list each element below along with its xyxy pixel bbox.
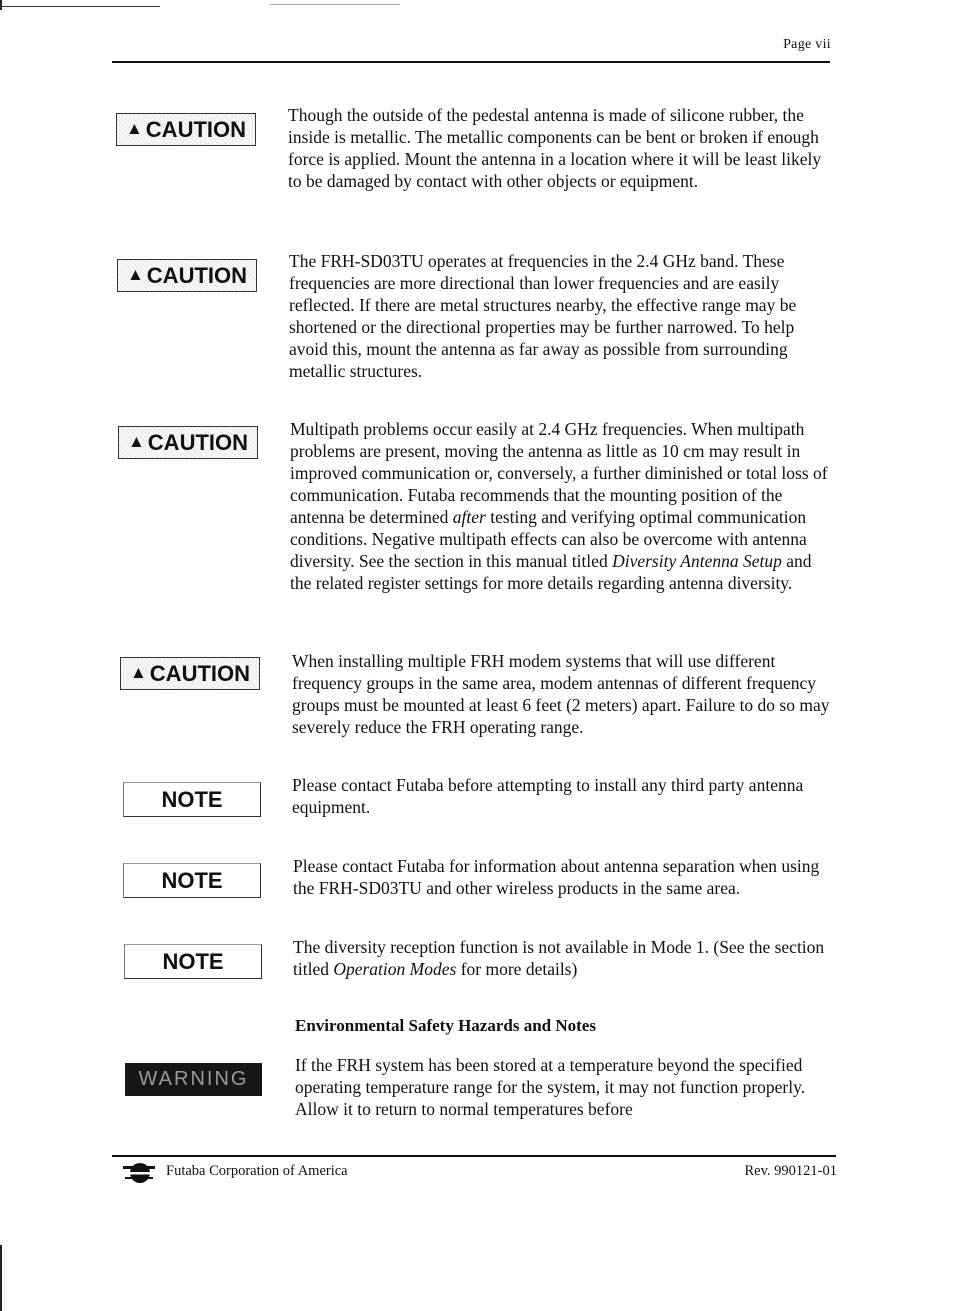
footer-rule bbox=[112, 1155, 836, 1157]
warning-text: If the FRH system has been stored at a temperature beyond the specified operating temperature range for the system, it may not function properly. Allow it to return to normal temperatures before bbox=[295, 1055, 806, 1119]
caution-badge: ▲ CAUTION bbox=[117, 259, 257, 292]
note-text: Please contact Futaba for information about antenna separation when using the FRH-SD03TU and other wireless products in the same area. bbox=[293, 856, 820, 898]
scan-artifact bbox=[0, 6, 160, 7]
warning-triangle-icon: ▲ bbox=[129, 662, 147, 682]
footer-revision: Rev. 990121-01 bbox=[744, 1163, 837, 1179]
caution-badge: ▲ CAUTION bbox=[120, 657, 260, 690]
caution-text: Though the outside of the pedestal antenna is made of silicone rubber, the inside is metallic. The metallic components can be bent or broken if enough force is applied. Mount the antenna in a location where it will be least likely to be damaged by contact with other objects or equipment. bbox=[288, 105, 822, 191]
scan-artifact bbox=[0, 0, 2, 10]
futaba-logo-icon bbox=[121, 1160, 157, 1186]
warning-badge: WARNING bbox=[125, 1063, 262, 1096]
warning-triangle-icon: ▲ bbox=[126, 264, 144, 284]
caution-text: Multipath problems occur easily at 2.4 GHz frequencies. When multipath problems are present, moving the antenna as little as 10 cm may result in improved communication or, conversely, a further diminished or total loss of communication. Futaba recommends that the mounting position of the antenna be determined after testing and verifying optimal communication conditions. Negative multipath effects can also be overcome with antenna diversity. See the section in this manual titled Diversity Antenna Setup and the related register settings for more details regarding antenna diversity. bbox=[290, 419, 828, 593]
caution-text: The FRH-SD03TU operates at frequencies in the 2.4 GHz band. These frequencies are more directional than lower frequencies and are easily reflected. If there are metal structures nearby, the effective range may be shortened or the directional properties may be further narrowed. To help avoid this, mount the antenna as far away as possible from surrounding metallic structures. bbox=[289, 251, 797, 381]
note-badge: NOTE bbox=[123, 782, 261, 817]
caution-badge: ▲ CAUTION bbox=[116, 113, 256, 146]
warning-triangle-icon: ▲ bbox=[127, 431, 145, 451]
scan-artifact bbox=[270, 4, 400, 5]
caution-badge: ▲ CAUTION bbox=[118, 426, 258, 459]
scan-artifact bbox=[0, 1245, 2, 1311]
warning-triangle-icon: ▲ bbox=[125, 118, 143, 138]
note-badge: NOTE bbox=[123, 863, 261, 898]
page-number: Page vii bbox=[783, 37, 831, 52]
caution-text: When installing multiple FRH modem systems that will use different frequency groups in the same area, modem antennas of different frequency groups must be mounted at least 6 feet (2 meters) apart. Failure to do so may severely reduce the FRH operating range. bbox=[292, 651, 830, 737]
section-heading: Environmental Safety Hazards and Notes bbox=[295, 1016, 596, 1035]
note-text: Please contact Futaba before attempting to install any third party antenna equipment. bbox=[292, 775, 804, 817]
header-rule bbox=[112, 61, 830, 63]
note-text: The diversity reception function is not available in Mode 1. (See the section titled Operation Modes for more details) bbox=[293, 937, 825, 979]
footer-company: Futaba Corporation of America bbox=[166, 1163, 348, 1179]
note-badge: NOTE bbox=[124, 944, 262, 979]
